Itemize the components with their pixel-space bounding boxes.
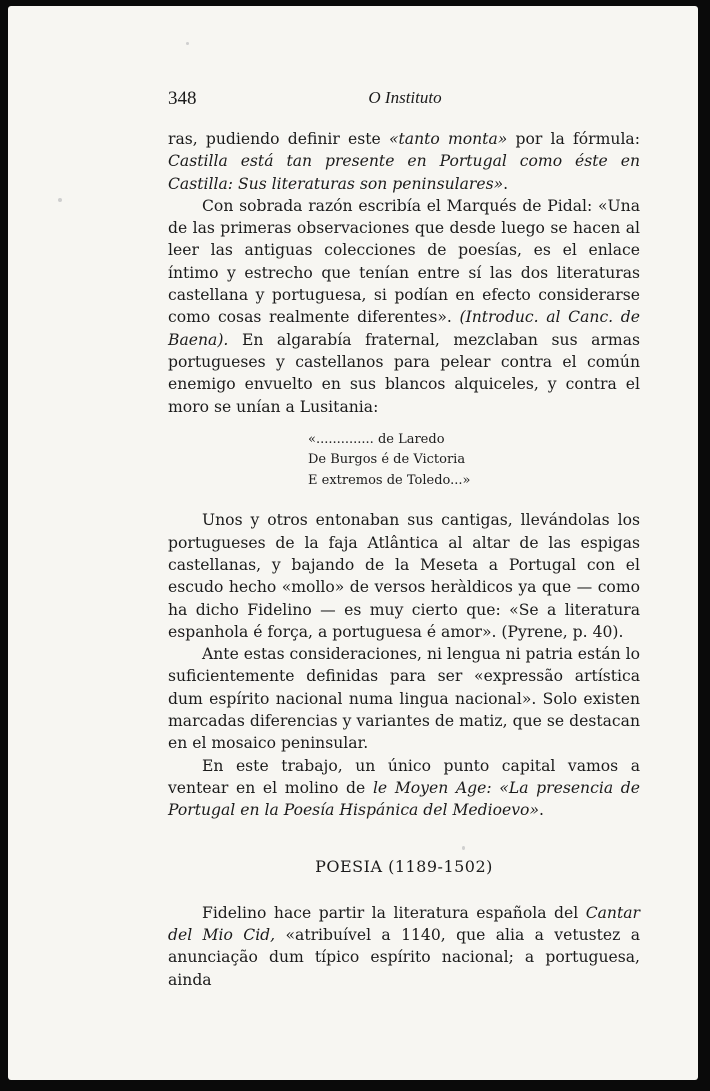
paper-speck: [58, 198, 62, 202]
paragraph-5-text-a: En este trabajo, un único punto capital vamos a ventear en el molino de: [168, 756, 640, 797]
paragraph-2: [168, 195, 640, 418]
verse-line-1: «.............. de Laredo: [308, 431, 445, 447]
paper-speck: [186, 42, 189, 45]
paragraph-2-text-a: Con sobrada razón escribía el Marqués de Pidal: «Una de las primeras observaciones que desde luego se hacen al leer las antiguas colecciones de poesías, es el enlace íntimo y estrecho que tenían entre sí las dos literaturas castellana y portuguesa, si podían en efecto considerarse como cosas realmente diferentes».: [168, 196, 640, 327]
paragraph-6: [168, 902, 640, 991]
running-title: O Instituto: [368, 88, 442, 107]
work-title: Cantar del Mio Cid,: [168, 903, 640, 945]
paragraph-1: [168, 128, 640, 195]
paragraph-3: Unos y otros entonaban sus cantigas, llevándolas los portugueses de la faja Atlântica al altar de las espigas castellanas, y bajando de la Meseta a Portugal con el escudo hecho «mollo» de versos heràldicos ya que — como ha dicho Fidelino — es muy cierto que: «Se a literatura espanhola é força, a portuguesa é amor». (Pyrene, p. 40).: [168, 511, 640, 641]
italic-quotation: Castilla está tan presente en Portugal como éste en Castilla: Sus literaturas son peninsulares»: [168, 152, 640, 193]
section-title: POESIA (1189-1502): [315, 856, 493, 876]
paragraph-5-end: .: [538, 801, 544, 820]
paragraph-5-italic: le Moyen Age: «La presencia de Portugal en la Poesía Hispánica del Medioevo»: [168, 778, 640, 820]
paragraph-4: Ante estas consideraciones, ni lengua ni patria están lo suficientemente definidas para ser «expressão artística dum espírito nacional numa lingua nacional». Solo existen marcadas diferencias y variantes de matiz, que se destacan en el mosaico peninsular.: [168, 645, 640, 753]
paragraph-1-text-a: ras, pudiendo definir este: [168, 130, 389, 148]
paragraph-1-end: .: [503, 174, 509, 193]
paragraph-2-text-b: En algarabía fraternal, mezclaban sus armas portugueses y castellanos para pelear contra el común enemigo envuelto en sus blancos alquiceles, y contra el moro se unían a Lusitania:: [168, 330, 640, 416]
verse-line-3: E extremos de Toledo...»: [308, 472, 471, 488]
paragraph-6-text-b: «atribuível a 1140, que alia a vetustez a anunciação dum típico espírito nacional; a portuguesa, ainda: [168, 926, 641, 989]
quoted-phrase: «tanto monta»: [388, 130, 508, 148]
verse-quotation: [308, 430, 640, 492]
page-number: 348: [168, 88, 197, 109]
citation-reference: (Introduc. al Canc. de Baena).: [168, 308, 640, 349]
verse-line-2: De Burgos é de Victoria: [308, 452, 466, 468]
paragraph-5: [168, 755, 640, 822]
page-header: [0, 88, 710, 112]
paragraph-6-text-a: Fidelino hace partir la literatura española del: [202, 903, 586, 922]
paper-speck: [462, 846, 465, 850]
page-body: [168, 128, 640, 991]
paragraph-1-text-b: por la fórmula:: [507, 130, 640, 148]
